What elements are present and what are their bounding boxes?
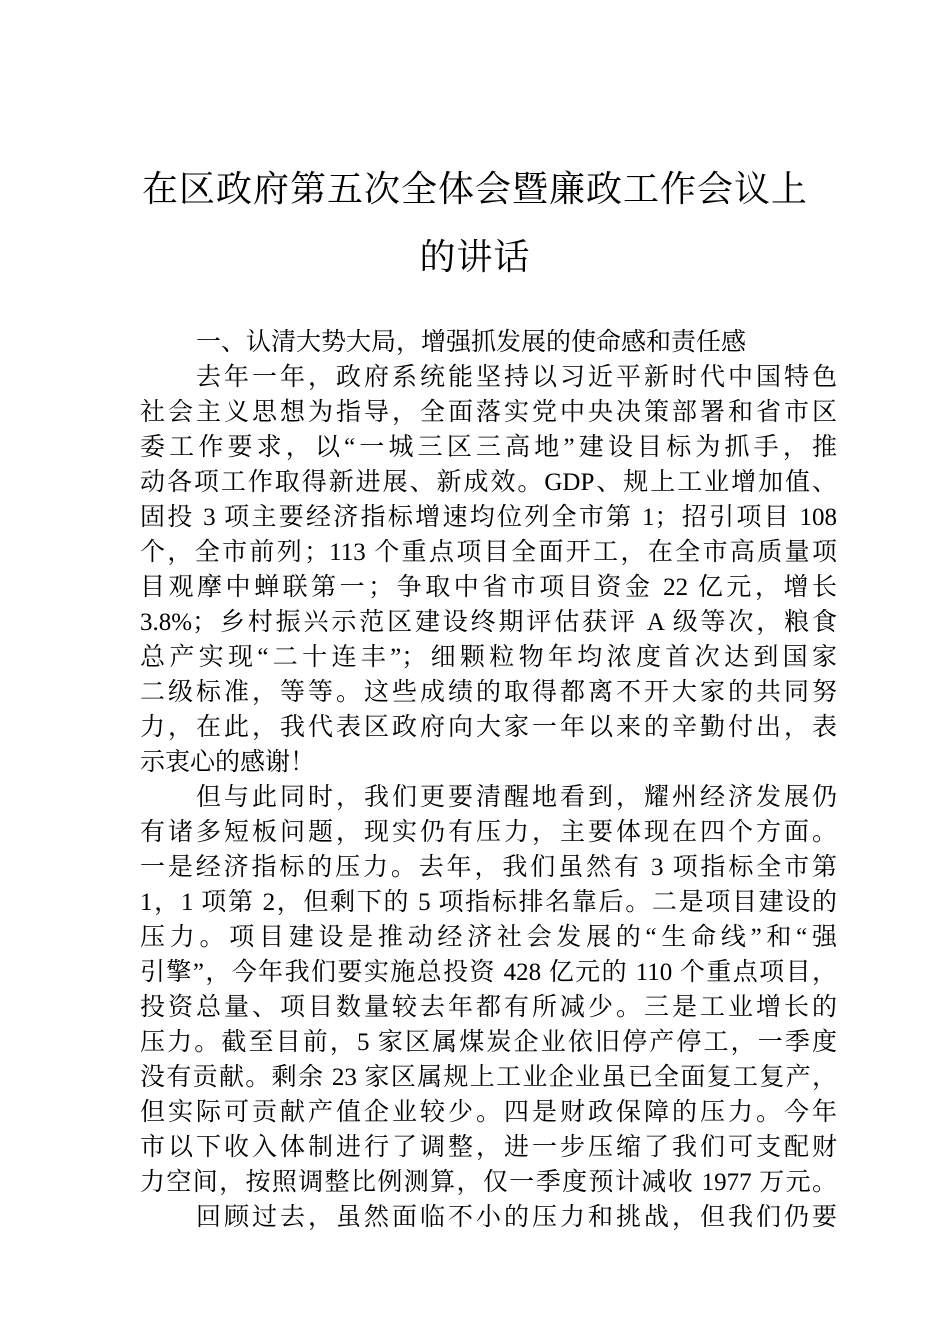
body-line: 社会主义思想为指导，全面落实党中央决策部署和省市区	[140, 399, 837, 426]
body-line: 目观摩中蝉联第一；争取中省市项目资金 22 亿元，增长	[140, 574, 837, 601]
document-title	[0, 155, 950, 291]
body-line: 动各项工作取得新进展、新成效。GDP、规上工业增加值、	[140, 469, 837, 496]
body-line: 个，全市前列；113 个重点项目全面开工，在全市高质量项	[140, 539, 837, 566]
document-body	[140, 325, 837, 1235]
body-line: 但实际可贡献产值企业较少。四是财政保障的压力。今年	[140, 1099, 837, 1126]
body-line: 压力。截至目前，5 家区属煤炭企业依旧停产停工，一季度	[140, 1029, 837, 1056]
document-title-line-1: 在区政府第五次全体会暨廉政工作会议上	[141, 169, 808, 209]
document-title-line-2: 的讲话	[419, 237, 531, 277]
body-line: 市以下收入体制进行了调整，进一步压缩了我们可支配财	[140, 1134, 837, 1161]
body-line: 3.8%；乡村振兴示范区建设终期评估获评 A 级等次，粮食	[140, 609, 837, 636]
body-line: 力空间，按照调整比例测算，仅一季度预计减收 1977 万元。	[140, 1169, 837, 1196]
body-line: 没有贡献。剩余 23 家区属规上工业企业虽已全面复工复产，	[140, 1064, 837, 1091]
body-line: 回顾过去，虽然面临不小的压力和挑战，但我们仍要	[196, 1204, 837, 1231]
body-line: 有诸多短板问题，现实仍有压力，主要体现在四个方面。	[140, 819, 837, 846]
body-line: 去年一年，政府系统能坚持以习近平新时代中国特色	[196, 364, 837, 391]
body-line: 固投 3 项主要经济指标增速均位列全市第 1；招引项目 108	[140, 504, 837, 531]
body-line: 但与此同时，我们更要清醒地看到，耀州经济发展仍	[196, 784, 837, 811]
body-line: 总产实现“二十连丰”；细颗粒物年均浓度首次达到国家	[140, 644, 837, 671]
body-line: 一、认清大势大局，增强抓发展的使命感和责任感	[196, 329, 747, 356]
body-line: 压力。项目建设是推动经济社会发展的“生命线”和“强	[140, 924, 837, 951]
body-line: 引擎”，今年我们要实施总投资 428 亿元的 110 个重点项目，	[140, 959, 837, 986]
body-line: 1，1 项第 2，但剩下的 5 项指标排名靠后。二是项目建设的	[140, 889, 837, 916]
body-line: 示衷心的感谢！	[140, 749, 316, 776]
body-line: 力，在此，我代表区政府向大家一年以来的辛勤付出，表	[140, 714, 837, 741]
body-line: 一是经济指标的压力。去年，我们虽然有 3 项指标全市第	[140, 854, 837, 881]
body-line: 投资总量、项目数量较去年都有所减少。三是工业增长的	[140, 994, 837, 1021]
body-line: 委工作要求，以“一城三区三高地”建设目标为抓手，推	[140, 434, 837, 461]
body-line: 二级标准，等等。这些成绩的取得都离不开大家的共同努	[140, 679, 837, 706]
